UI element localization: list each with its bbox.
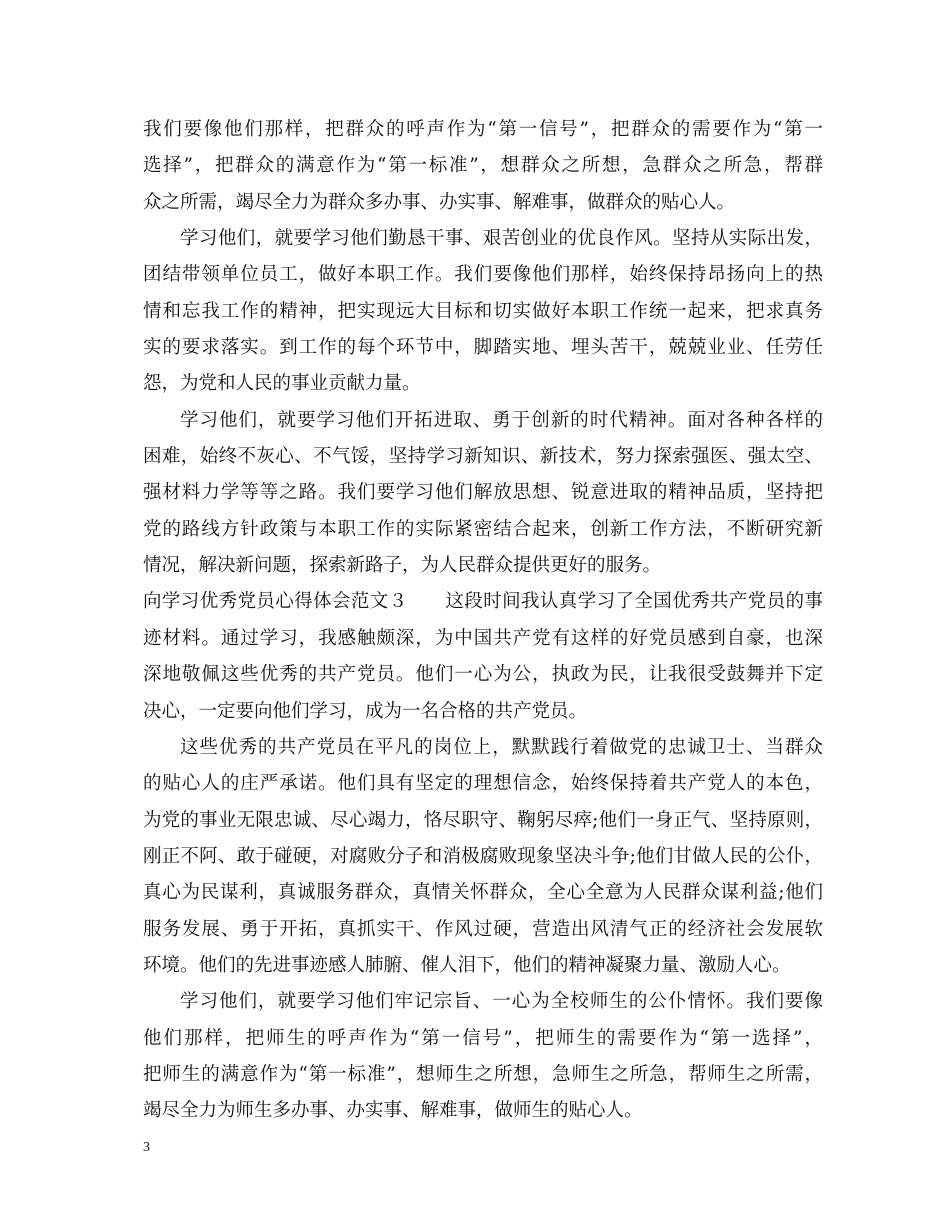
text-line: 情和忘我工作的精神，把实现远大目标和切实做好本职工作统一起来，把求真务 [143,300,823,322]
text-line: 向学习优秀党员心得体会范文３ 这段时间我认真学习了全国优秀共产党员的事 [143,591,823,613]
text-line: 困难，始终不灰心、不气馁，坚持学习新知识、新技术，努力探索强医、强太空、 [143,446,823,468]
text-line: 为党的事业无限忠诚、尽心竭力，恪尽职守、鞠躬尽瘁;他们一身正气、坚持原则， [143,809,823,831]
text-line: 怨，为党和人民的事业贡献力量。 [143,373,421,395]
document-body [143,112,823,1130]
text-line: 他们那样，把师生的呼声作为“第一信号”，把师生的需要作为“第一选择”， [143,1027,823,1049]
text-line: 众之所需，竭尽全力为群众多办事、办实事、解难事，做群众的贴心人。 [143,191,736,213]
text-line: 情况，解决新问题，探索新路子，为人民群众提供更好的服务。 [143,555,662,577]
text-line: 学习他们，就要学习他们勤恳干事、艰苦创业的优良作风。坚持从实际出发， [180,228,823,250]
text-line: 刚正不阿、敢于碰硬，对腐败分子和消极腐败现象坚决斗争;他们甘做人民的公仆， [143,845,823,867]
text-line: 迹材料。通过学习，我感触颇深，为中国共产党有这样的好党员感到自豪，也深 [143,627,823,649]
text-line: 团结带领单位员工，做好本职工作。我们要像他们那样，始终保持昂扬向上的热 [143,264,823,286]
text-line: 党的路线方针政策与本职工作的实际紧密结合起来，创新工作方法，不断研究新 [143,518,823,540]
page-number: 3 [143,1140,150,1155]
text-line: 学习他们，就要学习他们开拓进取、勇于创新的时代精神。面对各种各样的 [180,409,823,431]
text-line: 决心，一定要向他们学习，成为一名合格的共产党员。 [143,700,588,722]
text-line: 深地敬佩这些优秀的共产党员。他们一心为公，执政为民，让我很受鼓舞并下定 [143,664,823,686]
text-line: 把师生的满意作为“第一标准”，想师生之所想，急师生之所急，帮师生之所需， [143,1063,823,1085]
text-line: 强材料力学等等之路。我们要学习他们解放思想、锐意进取的精神品质，坚持把 [143,482,823,504]
text-line: 我们要像他们那样，把群众的呼声作为“第一信号”，把群众的需要作为“第一 [143,119,823,140]
text-line: 环境。他们的先进事迹感人肺腑、催人泪下，他们的精神凝聚力量、激励人心。 [143,954,791,976]
text-line: 实的要求落实。到工作的每个环节中，脚踏实地、埋头苦干，兢兢业业、任劳任 [143,337,823,359]
text-line: 这些优秀的共产党员在平凡的岗位上，默默践行着做党的忠诚卫士、当群众 [180,736,823,758]
text-line: 真心为民谋利，真诚服务群众，真情关怀群众，全心全意为人民群众谋利益;他们 [143,882,823,904]
text-line: 的贴心人的庄严承诺。他们具有坚定的理想信念，始终保持着共产党人的本色， [143,773,823,795]
text-line: 学习他们，就要学习他们牢记宗旨、一心为全校师生的公仆情怀。我们要像 [180,991,823,1013]
text-line: 服务发展、勇于开拓，真抓实干、作风过硬，营造出风清气正的经济社会发展软 [143,918,823,940]
text-line: 竭尽全力为师生多办事、办实事、解难事，做师生的贴心人。 [143,1100,643,1122]
text-line: 选择”，把群众的满意作为“第一标准”，想群众之所想，急群众之所急，帮群 [143,155,823,177]
